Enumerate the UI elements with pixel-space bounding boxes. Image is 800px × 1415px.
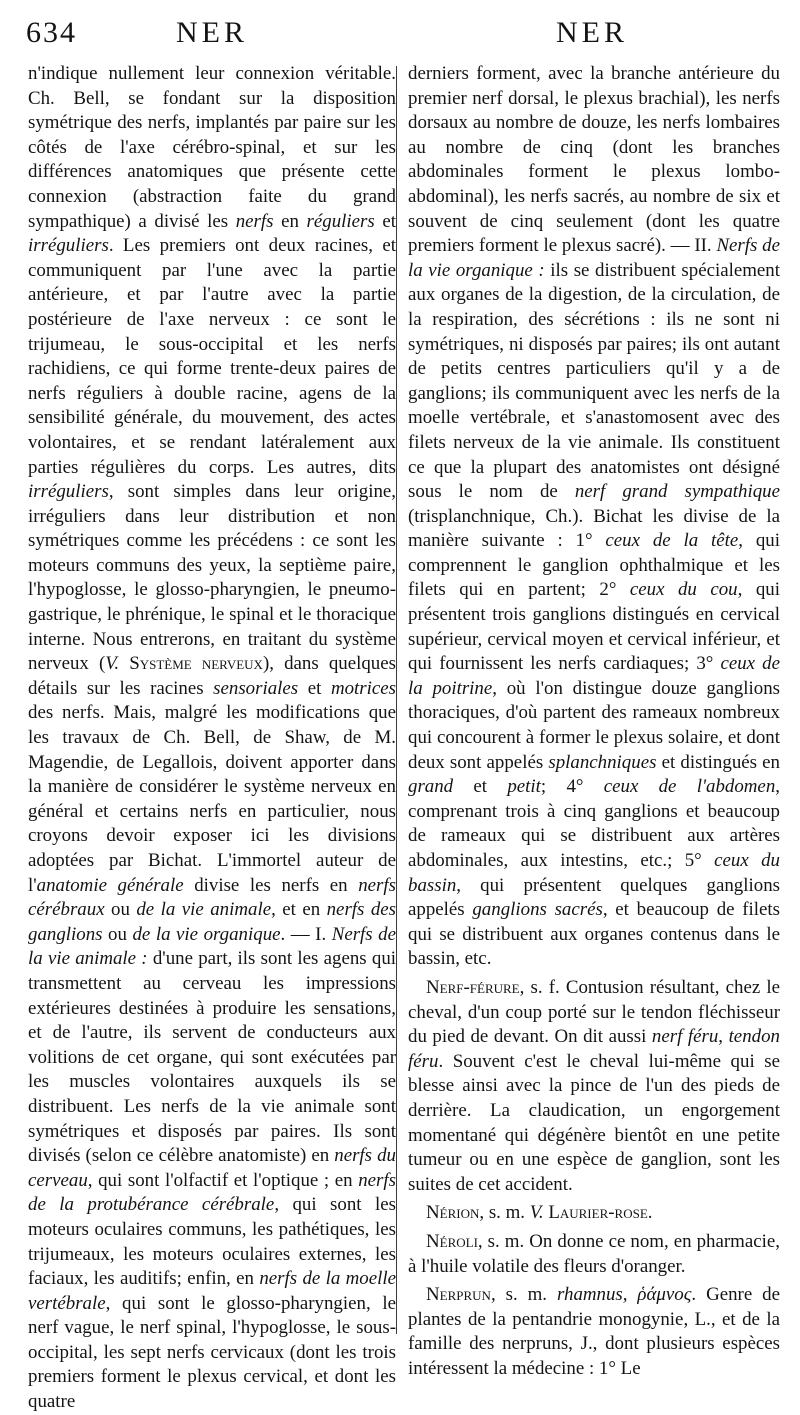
entry-nerprun: Nerprun, s. m. rhamnus, ῥάμνος. Genre de plantes de la pentandrie monogynie, L., et de la famille des nerpruns, J., dont plusieurs espèces intéressent la médecine : 1° Le	[408, 1284, 780, 1379]
running-head-left: NER	[176, 16, 248, 49]
paragraph-nerfs-divisions: n'indique nullement leur connexion véritable. Ch. Bell, se fondant sur la disposition symétrique des nerfs, implantés par paire sur les côtés de l'axe cérébro-spinal, et sur les différences anatomiques que présente cette connexion (abstraction faite du grand sympathique) a divisé les nerfs en réguliers et irréguliers. Les premiers ont deux racines, et communiquent par l'une avec la partie antérieure, et par l'autre avec la partie postérieure de l'axe nerveux : ce sont le trijumeau, le sous-occipital et les nerfs rachidiens, ce qui forme trente-deux paires de nerfs réguliers à double racine, agens de la sensibilité générale, du mouvement, des actes volontaires, et se rendant latéralement aux parties régulières du corps. Les autres, dits irréguliers, sont simples dans leur origine, irréguliers dans leur distribution et non symétriques comme les précédens : ce sont les moteurs communs des yeux, la septième paire, l'hypoglosse, le glosso-pharyngien, le pneumo-gastrique, le phrénique, le spinal et le thoracique interne. Nous entrerons, en traitant du système nerveux (V. Système nerveux), dans quelques détails sur les racines sensoriales et motrices des nerfs. Mais, malgré les modifications que les travaux de Ch. Bell, de Shaw, de M. Magendie, de Legallois, doivent apporter dans la manière de considérer le système nerveux en général et certains nerfs en particulier, nous croyons devoir exposer ici les divisions adoptées par Bichat. L'immortel auteur de l'anatomie générale divise les nerfs en nerfs cérébraux ou de la vie animale, et en nerfs des ganglions ou de la vie organique. — I. Nerfs de la vie animale : d'une part, ils sont les agens qui transmettent au cerveau les impressions extérieures destinées à produire les sensations, et de l'autre, ils servent de conducteurs aux volitions de cet organe, qui sont exécutées par les muscles volontaires auxquels ils se distribuent. Les nerfs de la vie animale sont symétriques et disposés par paires. Ils sont divisés (selon ce célèbre anatomiste) en nerfs du cerveau, qui sont l'olfactif et l'optique ; en nerfs de la protubérance cérébrale, qui sont les moteurs oculaires communs, les pathétiques, les trijumeaux, les moteurs oculaires externes, les faciaux, les auditifs; enfin, en nerfs de la moelle vertébrale, qui sont le glosso-pharyngien, le nerf vague, le nerf spinal, l'hypoglosse, le sous-occipital, les sept nerfs cervicaux (dont les trois premiers forment le plexus cervical, et dont les quatre	[28, 63, 397, 1413]
entry-nerf-ferure: Nerf-férure, s. f. Contusion résultant, chez le cheval, d'un coup porté sur le tendon fléchisseur du pied de devant. On dit aussi nerf féru, tendon féru. Souvent c'est le cheval lui-même qui se blesse ainsi avec la pince de l'un des pieds de derrière. La claudication, un engorgement momentané qui dégénère bientôt en une petite tumeur ou en une espèce de ganglion, sont les suites de cet accident.	[408, 976, 780, 1195]
page-number: 634	[26, 16, 77, 49]
left-column	[28, 62, 396, 1415]
entry-headword: Néroli	[426, 1230, 478, 1252]
entry-headword: Nerprun	[426, 1284, 491, 1306]
entry-headword: Nérion	[426, 1202, 480, 1224]
right-column	[408, 62, 780, 1381]
entry-nerion: Nérion, s. m. V. Laurier-rose.	[426, 1202, 653, 1224]
paragraph-nerfs-vie-organique: derniers forment, avec la branche antérieure du premier nerf dorsal, le plexus brachial), les nerfs dorsaux au nombre de douze, les nerfs lombaires au nombre de cinq (dont les branches abdominales forment le plexus lombo-abdominal), les nerfs sacrés, au nombre de six et souvent de cinq seulement (dont les quatre premiers forment le plexus sacré). — II. Nerfs de la vie organique : ils se distribuent spécialement aux organes de la digestion, de la circulation, de la respiration, des sécrétions : ils ne sont ni symétriques, ni disposés par paires; ils ont autant de petits centres particuliers qu'il y a de ganglions; ils communiquent avec les nerfs de la moelle vertébrale, et s'anastomosent avec des filets nerveux de la vie animale. Ils constituent ce que la plupart des anatomistes ont désigné sous le nom de nerf grand sympathique (trisplanchnique, Ch.). Bichat les divise de la manière suivante : 1° ceux de la tête, qui comprennent le ganglion ophthalmique et les filets qui en partent; 2° ceux du cou, qui présentent trois ganglions distingués en cervical supérieur, cervical moyen et cervical inférieur, et qui fournissent les nerfs cardiaques; 3° ceux de la poitrine, où l'on distingue douze ganglions thoraciques, d'où partent des rameaux nombreux qui concourent à former le plexus solaire, et dont deux sont appelés splanchniques et distingués en grand et petit; 4° ceux de l'abdomen, comprenant trois à cinq ganglions et beaucoup de rameaux qui se distribuent aux artères abdominales, aux intestins, etc.; 5° ceux du bassin, qui présentent quelques ganglions appelés ganglions sacrés, et beaucoup de filets qui se distribuent aux organes contenus dans le bassin, etc.	[408, 63, 781, 970]
running-head-right: NER	[556, 16, 628, 49]
entry-neroli: Néroli, s. m. On donne ce nom, en pharmacie, à l'huile volatile des fleurs d'oranger.	[408, 1230, 780, 1277]
entry-headword: Nerf-férure	[426, 976, 520, 998]
column-divider	[396, 66, 397, 1334]
running-header	[26, 16, 778, 66]
